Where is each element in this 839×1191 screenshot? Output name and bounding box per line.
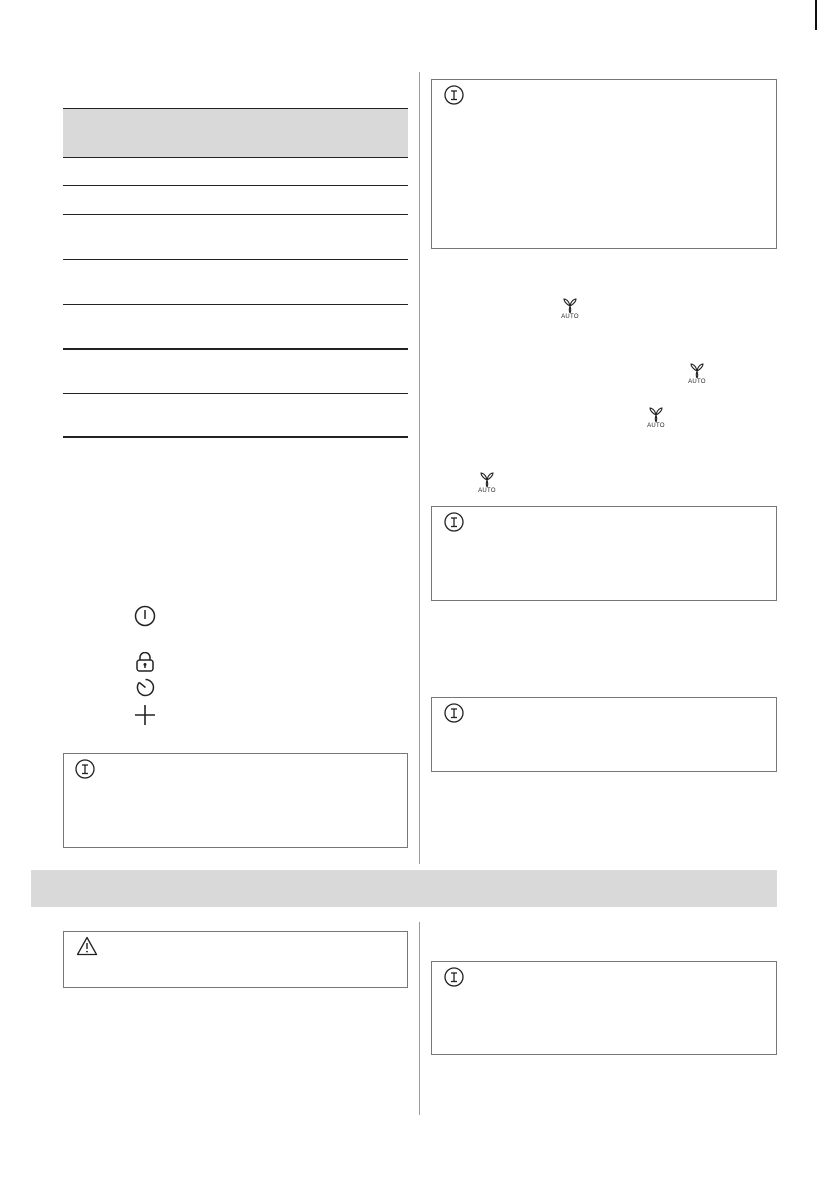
info-icon	[75, 759, 95, 779]
info-note-box	[431, 506, 777, 601]
auto-label: AUTO	[688, 379, 706, 385]
warning-icon	[76, 936, 98, 956]
page-edge-marker	[815, 0, 817, 30]
auto-label: AUTO	[647, 423, 665, 429]
table-row-divider	[63, 214, 408, 215]
table-bottom-rule	[63, 436, 408, 438]
column-divider-top	[419, 72, 420, 864]
table-row-divider	[63, 185, 408, 186]
section-heading-bar	[31, 870, 777, 907]
info-note-box	[431, 697, 777, 772]
plus-icon	[134, 704, 156, 726]
power-icon	[134, 605, 156, 627]
warning-note-box	[63, 931, 408, 988]
lock-icon	[135, 652, 155, 672]
table-row-divider	[63, 304, 408, 305]
table-row-divider	[63, 348, 408, 350]
info-icon	[444, 85, 464, 105]
info-icon	[444, 512, 464, 532]
info-note-box	[431, 79, 777, 249]
info-icon	[444, 967, 464, 987]
table-row-divider	[63, 393, 408, 394]
auto-label: AUTO	[561, 314, 579, 320]
table-header	[63, 108, 408, 158]
fan-auto-icon	[644, 406, 668, 432]
auto-label: AUTO	[478, 488, 496, 494]
info-icon	[444, 703, 464, 723]
timer-icon	[135, 677, 156, 698]
fan-auto-icon	[475, 471, 499, 497]
fan-auto-icon	[685, 362, 709, 388]
info-note-box	[431, 961, 777, 1055]
fan-auto-icon	[558, 297, 582, 323]
info-note-box	[63, 753, 408, 848]
settings-table	[63, 108, 408, 438]
table-row-divider	[63, 259, 408, 260]
column-divider-bottom	[419, 922, 420, 1115]
